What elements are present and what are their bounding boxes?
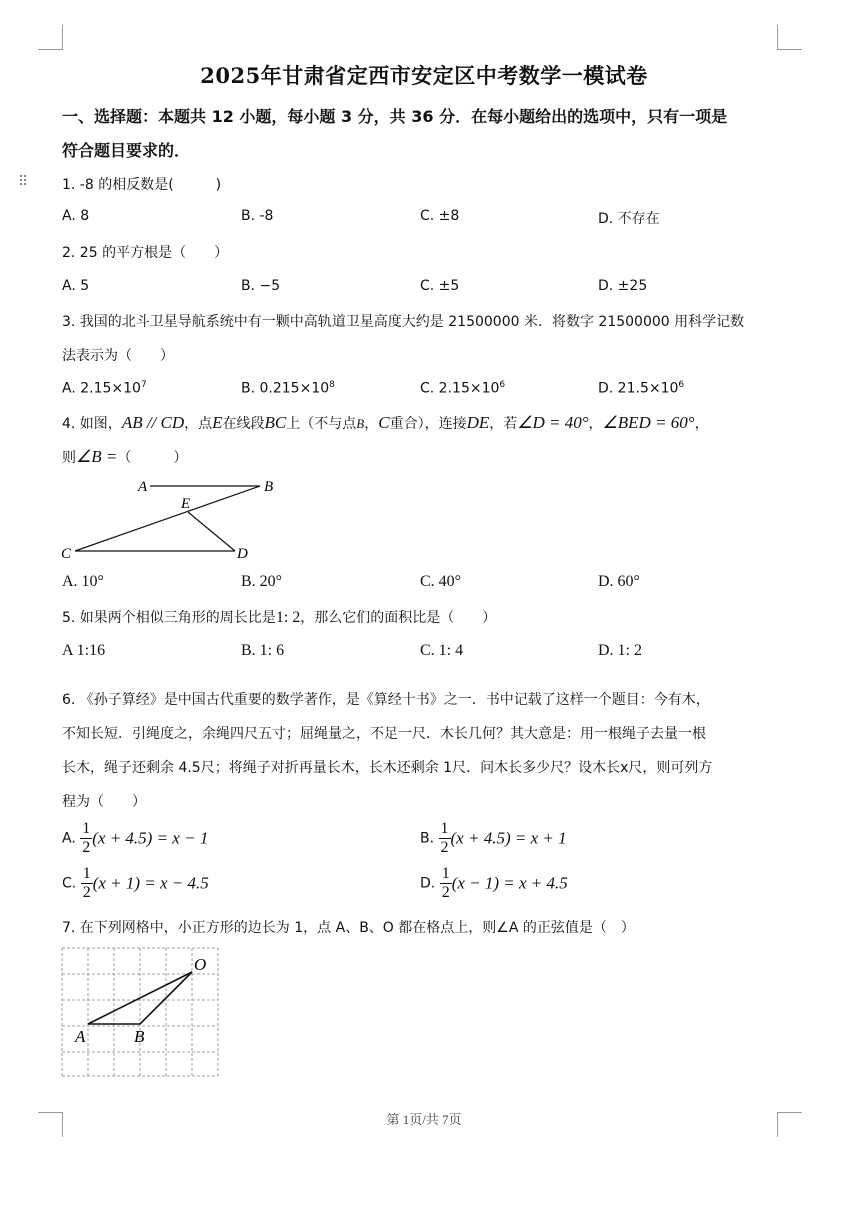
q5-option-d[interactable]: D. 1: 2 bbox=[598, 642, 642, 659]
question-3-line2: 法表示为（ ） bbox=[62, 348, 174, 364]
question-4-line1 bbox=[62, 413, 709, 433]
q6-c-fraction bbox=[81, 865, 93, 902]
segment-cb bbox=[75, 486, 260, 551]
label-a: A bbox=[75, 1027, 86, 1046]
q5-option-c[interactable]: C. 1: 4 bbox=[420, 642, 464, 659]
question-5-text bbox=[62, 607, 496, 627]
q2-option-a[interactable]: A. 5 bbox=[62, 278, 90, 294]
q4-option-d[interactable]: D. 60° bbox=[598, 573, 640, 590]
question-6-line1: 6. 《孙子算经》是中国古代重要的数学著作，是《算经十书》之一．书中记载了这样一个题目：今有木， bbox=[62, 692, 710, 708]
q7-grid-figure bbox=[60, 946, 222, 1078]
q1-option-b[interactable]: B. -8 bbox=[241, 208, 274, 224]
q6-option-a[interactable] bbox=[62, 820, 208, 857]
corner-mark-top-left bbox=[38, 25, 63, 50]
q4-mid5: ，若 bbox=[489, 416, 518, 432]
q6-option-d[interactable] bbox=[420, 865, 568, 902]
q4-end: ， bbox=[694, 416, 709, 432]
q4-line2-prefix: 则 bbox=[62, 450, 76, 466]
q4-option-a[interactable]: A. 10° bbox=[62, 573, 104, 590]
q6-a-fraction bbox=[80, 820, 92, 857]
q4-segment-bc: BC bbox=[264, 413, 287, 432]
q5-suffix: ，那么它们的面积比是（ ） bbox=[300, 610, 497, 626]
q3-d-exp: 6 bbox=[678, 380, 685, 390]
q1-option-c[interactable]: C. ±8 bbox=[420, 208, 460, 224]
q3-b-base: B. 0.215×10 bbox=[241, 380, 330, 397]
label-c: C bbox=[61, 546, 72, 562]
q1-option-a[interactable]: A. 8 bbox=[62, 208, 90, 224]
q3-b-exp: 8 bbox=[329, 380, 335, 390]
q3-option-d[interactable] bbox=[598, 380, 684, 397]
q4-point-e: E bbox=[212, 413, 223, 432]
label-a: A bbox=[138, 479, 148, 495]
label-d: D bbox=[237, 546, 248, 562]
q4-line2-suffix: （ ） bbox=[117, 450, 188, 466]
q6-d-label: D. bbox=[420, 875, 436, 892]
section-heading-line1: 一、选择题：本题共 12 小题，每小题 3 分，共 36 分．在每小题给出的选项中，只有一项是 bbox=[62, 107, 728, 126]
q6-c-frac-den: 2 bbox=[82, 884, 91, 901]
q6-option-c[interactable] bbox=[62, 865, 209, 902]
q6-d-frac-num: 1 bbox=[441, 865, 450, 882]
q5-option-a[interactable]: A 1:16 bbox=[62, 642, 106, 659]
question-2-text: 2. 25 的平方根是（ ） bbox=[62, 245, 229, 261]
q6-c-label: C. bbox=[62, 875, 77, 892]
q6-a-frac-den: 2 bbox=[82, 839, 91, 856]
q6-b-fraction bbox=[439, 820, 451, 857]
q4-mid2: 在线段 bbox=[222, 416, 265, 432]
q4-geometry-figure bbox=[55, 474, 285, 566]
q6-c-expr: (x + 1) = x − 4.5 bbox=[92, 873, 209, 893]
q4-angle-b: ∠B = bbox=[76, 447, 118, 466]
label-b: B bbox=[264, 479, 274, 495]
q3-d-base: D. 21.5×10 bbox=[598, 380, 679, 397]
q4-option-b[interactable]: B. 20° bbox=[241, 573, 283, 590]
q2-option-c[interactable]: C. ±5 bbox=[420, 278, 460, 294]
q6-a-label: A. bbox=[62, 830, 76, 847]
question-3-line1: 3. 我国的北斗卫星导航系统中有一颗中高轨道卫星高度大约是 21500000 米．将数字 21500000 用科学记数 bbox=[62, 314, 745, 330]
question-6-line2: 不知长短．引绳度之，余绳四尺五寸；屈绳量之，不足一尺．木长几何？其大意是：用一根绳子去量一根 bbox=[62, 726, 706, 742]
q4-mid4: 重合），连接 bbox=[389, 416, 467, 432]
q3-a-exp: 7 bbox=[140, 380, 147, 390]
q4-mid3: 上（不与点 bbox=[286, 416, 357, 432]
q6-d-expr: (x − 1) = x + 4.5 bbox=[451, 873, 568, 893]
q3-a-base: A. 2.15×10 bbox=[62, 380, 141, 397]
page-footer: 第 1页/共 7页 bbox=[386, 1112, 462, 1127]
q4-mid1: ，点 bbox=[184, 416, 213, 432]
q3-c-exp: 6 bbox=[499, 380, 506, 390]
question-6-line3: 长木，绳子还剩余 4.5尺；将绳子对折再量长木，长木还剩余 1尺．问木长多少尺？设木长x尺，则可列方 bbox=[62, 760, 713, 776]
q1-option-d[interactable]: D. 不存在 bbox=[598, 211, 660, 227]
q5-ratio: 1: 2 bbox=[275, 609, 301, 626]
q3-option-c[interactable] bbox=[420, 380, 505, 397]
q4-ab-cd: AB // CD bbox=[121, 413, 185, 432]
q3-option-a[interactable] bbox=[62, 380, 147, 397]
q6-a-expr: (x + 4.5) = x − 1 bbox=[92, 828, 209, 848]
question-4-line2 bbox=[62, 447, 187, 467]
q4-comma2: ， bbox=[588, 416, 603, 432]
q4-angle-bed: ∠BED = 60° bbox=[602, 413, 695, 432]
q5-option-b[interactable]: B. 1: 6 bbox=[241, 642, 285, 659]
q4-point-c: C bbox=[378, 413, 390, 432]
q5-prefix: 5. 如果两个相似三角形的周长比是 bbox=[62, 610, 276, 626]
q6-b-frac-den: 2 bbox=[440, 839, 449, 856]
q6-b-label: B. bbox=[420, 830, 435, 847]
q4-prefix: 4. 如图， bbox=[62, 416, 122, 432]
q6-b-frac-num: 1 bbox=[440, 820, 449, 837]
q2-option-b[interactable]: B. −5 bbox=[241, 278, 281, 294]
q6-a-frac-num: 1 bbox=[82, 820, 91, 837]
question-6-line4: 程为（ ） bbox=[62, 794, 146, 810]
page-title: 2025年甘肃省定西市安定区中考数学一模试卷 bbox=[200, 63, 648, 88]
q4-option-c[interactable]: C. 40° bbox=[420, 573, 462, 590]
q6-c-frac-num: 1 bbox=[82, 865, 91, 882]
label-e: E bbox=[181, 496, 191, 512]
q3-c-base: C. 2.15×10 bbox=[420, 380, 500, 397]
q3-option-b[interactable] bbox=[241, 380, 335, 397]
question-7-text: 7. 在下列网格中，小正方形的边长为 1，点 A、B、O 都在格点上，则∠A 的正弦值是（ ） bbox=[62, 920, 635, 936]
segment-ed bbox=[188, 512, 235, 551]
q6-b-expr: (x + 4.5) = x + 1 bbox=[450, 828, 567, 848]
q2-option-d[interactable]: D. ±25 bbox=[598, 278, 648, 294]
q6-option-b[interactable] bbox=[420, 820, 567, 857]
q4-point-b: B bbox=[356, 416, 365, 431]
label-o: O bbox=[194, 955, 207, 974]
q6-d-frac-den: 2 bbox=[441, 884, 450, 901]
q4-segment-de: DE bbox=[466, 413, 490, 432]
corner-mark-top-right bbox=[777, 25, 802, 50]
q6-d-fraction bbox=[440, 865, 452, 902]
question-1-text: 1. -8 的相反数是( ) bbox=[62, 177, 222, 193]
drag-handle-icon[interactable]: ⠿ bbox=[18, 174, 27, 190]
q4-comma: ， bbox=[364, 416, 379, 432]
q4-angle-d: ∠D = 40° bbox=[517, 413, 589, 432]
label-b: B bbox=[134, 1027, 145, 1046]
section-heading-line2: 符合题目要求的． bbox=[62, 141, 191, 160]
